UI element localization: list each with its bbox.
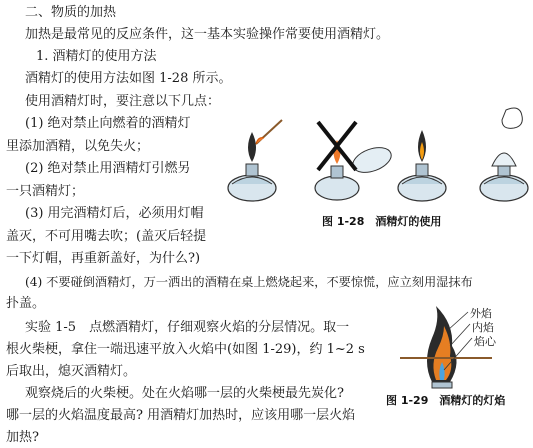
point-2-line-1: (2) 绝对禁止用酒精灯引燃另 <box>25 161 191 176</box>
experiment-line-3: 后取出，熄灭酒精灯。 <box>6 364 137 379</box>
question-line-3: 加热? <box>6 430 39 445</box>
lamp-lighting-lamp-forbidden-icon <box>315 122 395 200</box>
experiment-line-1: 实验 1-5 点燃酒精灯，仔细观察火焰的分层情况。取一 <box>25 320 350 335</box>
point-4-line-2: 扑盖。 <box>6 296 46 311</box>
figure-1-29-caption: 图 1-29 酒精灯的灯焰 <box>386 394 506 407</box>
point-4-line-1: (4) 不要碰倒酒精灯，万一洒出的酒精在桌上燃烧起来，不要惊慌，应立刻用湿抹布 <box>25 275 473 289</box>
point-1-line-1: (1) 绝对禁止向燃着的酒精灯 <box>25 116 191 131</box>
subsection-1-note: 使用酒精灯时，要注意以下几点： <box>25 94 221 109</box>
subsection-1-title: 1. 酒精灯的使用方法 <box>36 49 157 64</box>
flame-core-label: 焰心 <box>474 335 496 348</box>
point-3-line-1: (3) 用完酒精灯后，必须用灯帽 <box>25 206 204 221</box>
subsection-1-intro: 酒精灯的使用方法如图 1-28 所示。 <box>25 71 232 86</box>
question-line-2: 哪一层的火焰温度最高? 用酒精灯加热时，应该用哪一层火焰 <box>6 408 356 423</box>
figure-1-28-illustration <box>222 100 532 210</box>
section-intro: 加热是最常见的反应条件，这一基本实验操作常要使用酒精灯。 <box>25 27 390 42</box>
point-1-line-2: 里添加酒精，以免失火； <box>6 139 150 154</box>
point-2-line-2: 一只酒精灯； <box>6 184 85 199</box>
point-3-line-2: 盖灭，不可用嘴去吹；(盖灭后轻提 <box>6 229 207 244</box>
question-line-1: 观察烧后的火柴梗。处在火焰哪一层的火柴梗最先炭化? <box>25 386 344 401</box>
lamp-with-cap-icon <box>480 108 528 201</box>
lamp-burning-icon <box>398 130 446 201</box>
point-3-line-3: 一下灯帽，再重新盖好，为什么?) <box>6 251 201 266</box>
figure-1-28-caption: 图 1-28 酒精灯的使用 <box>322 215 442 228</box>
lamp-with-match-icon <box>228 120 282 201</box>
outer-flame-label: 外焰 <box>470 307 492 320</box>
inner-flame-label: 内焰 <box>472 321 494 334</box>
section-heading: 二、物质的加热 <box>25 5 117 20</box>
experiment-line-2: 根火柴梗，拿住一端迅速平放入火焰中(如图 1-29)，约 1~2 s <box>6 342 365 357</box>
